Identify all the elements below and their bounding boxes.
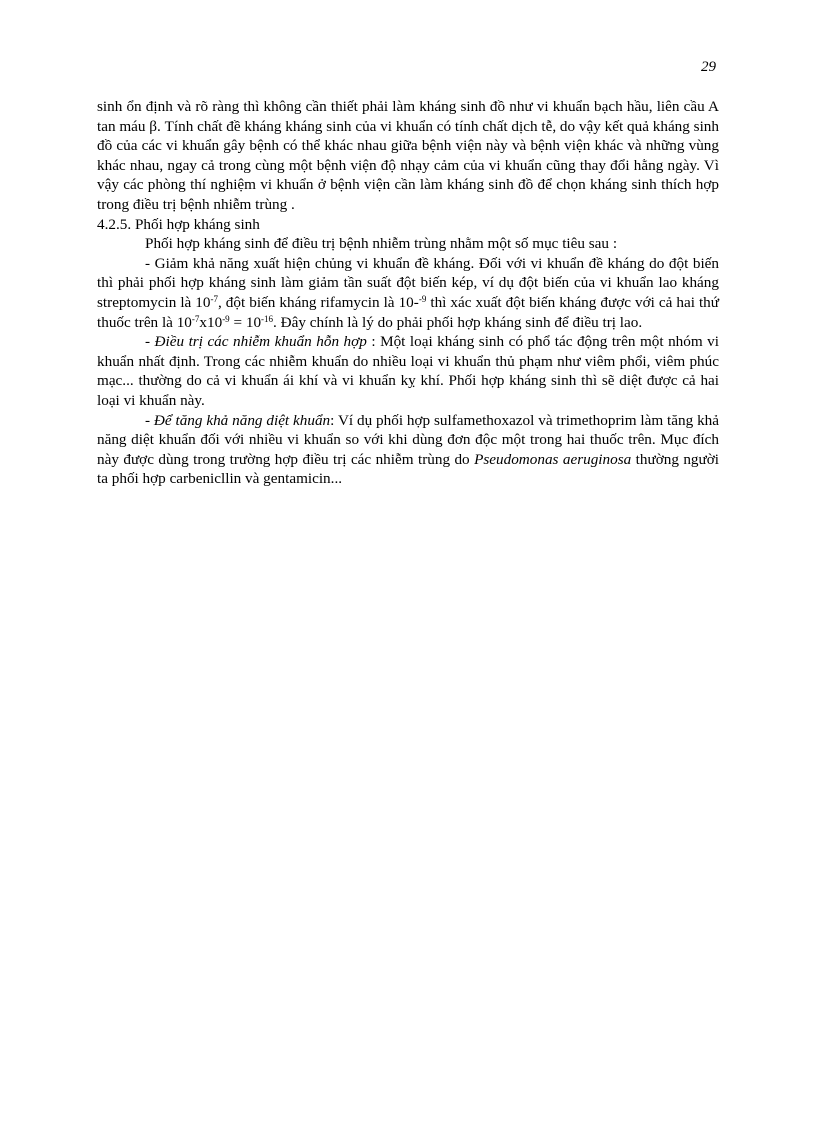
text-run: : Một loại kháng sinh có phổ tác động trên một nhóm vi khuẩn nhất định. Trong các nhiễm khuẩn do nhiều loại vi khuẩn thủ phạm như viêm phổi, viêm phúc mạc... thường do cả vi khuẩn ái khí và vi khuẩn kỵ khí. Phối hợp kháng sinh thì sẽ diệt được cả hai loại vi khuẩn này.	[97, 333, 719, 409]
item-lead: - Điều trị các nhiễm khuẩn hỗn hợp	[145, 333, 367, 351]
exponent: -16	[261, 313, 274, 324]
paragraph-intro: Phối hợp kháng sinh để điều trị bệnh nhiễm trùng nhằm một số mục tiêu sau :	[145, 235, 618, 253]
page-number: 29	[701, 59, 716, 75]
text-run: thì xác xuất đột biến kháng được với cả hai thứ thuốc trên là 10	[97, 293, 719, 331]
exponent: -9	[418, 293, 427, 304]
section-heading: 4.2.5. Phối hợp kháng sinh	[97, 215, 260, 233]
text-run: , đột biến kháng rifamycin là 10-	[217, 293, 419, 311]
text-run: thường người ta phối hợp carbenicllin và gentamicin...	[97, 450, 720, 488]
text-run: = 10	[229, 313, 262, 331]
paragraph-mixed-infections	[97, 332, 719, 410]
page-body	[97, 97, 719, 489]
paragraph-bactericidal	[97, 411, 719, 489]
item-lead: - Để tăng khả năng diệt khuẩn	[145, 411, 331, 429]
text-run: . Đây chính là lý do phải phối hợp kháng sinh để điều trị lao.	[273, 313, 643, 331]
paragraph-antibiogram: sinh ổn định và rõ ràng thì không cần thiết phải làm kháng sinh đồ như vi khuẩn bạch hầu, liên cầu A tan máu β. Tính chất đề kháng kháng sinh của vi khuẩn có tính chất dịch tễ, do vậy kết quả kháng sinh đồ của các vi khuẩn gây bệnh có thể khác nhau giữa bệnh viện này và bệnh viện khác và những vùng khác nhau, ngay cả trong cùng một bệnh viện độ nhạy cảm của vi khuẩn cũng thay đổi hằng ngày. Vì vậy các phòng thí nghiệm vi khuẩn ở bệnh viện cần làm kháng sinh đồ để chọn kháng sinh thích hợp trong điều trị bệnh nhiễm trùng .	[97, 98, 719, 213]
exponent: -9	[222, 313, 230, 324]
organism-name: Pseudomonas aeruginosa	[474, 450, 632, 468]
paragraph-resistance	[97, 254, 719, 332]
exponent: -7	[210, 293, 218, 304]
text-run: : Ví dụ phối hợp sulfamethoxazol và trimethoprim làm tăng khả năng diệt khuẩn đối với nhiều vi khuẩn so với khi dùng đơn độc một trong hai thuốc trên. Mục đích này được dùng trong trường hợp điều trị các nhiễm trùng do	[97, 411, 719, 468]
text-run: - Giảm khả năng xuất hiện chủng vi khuẩn đề kháng. Đối với vi khuẩn đề kháng do đột biến thì phải phối hợp kháng sinh làm giảm tần suất đột biến kép, ví dụ đột biến của vi khuẩn lao kháng streptomycin là 10	[97, 254, 719, 311]
text-run: x10	[199, 313, 223, 331]
exponent: -7	[191, 313, 200, 324]
